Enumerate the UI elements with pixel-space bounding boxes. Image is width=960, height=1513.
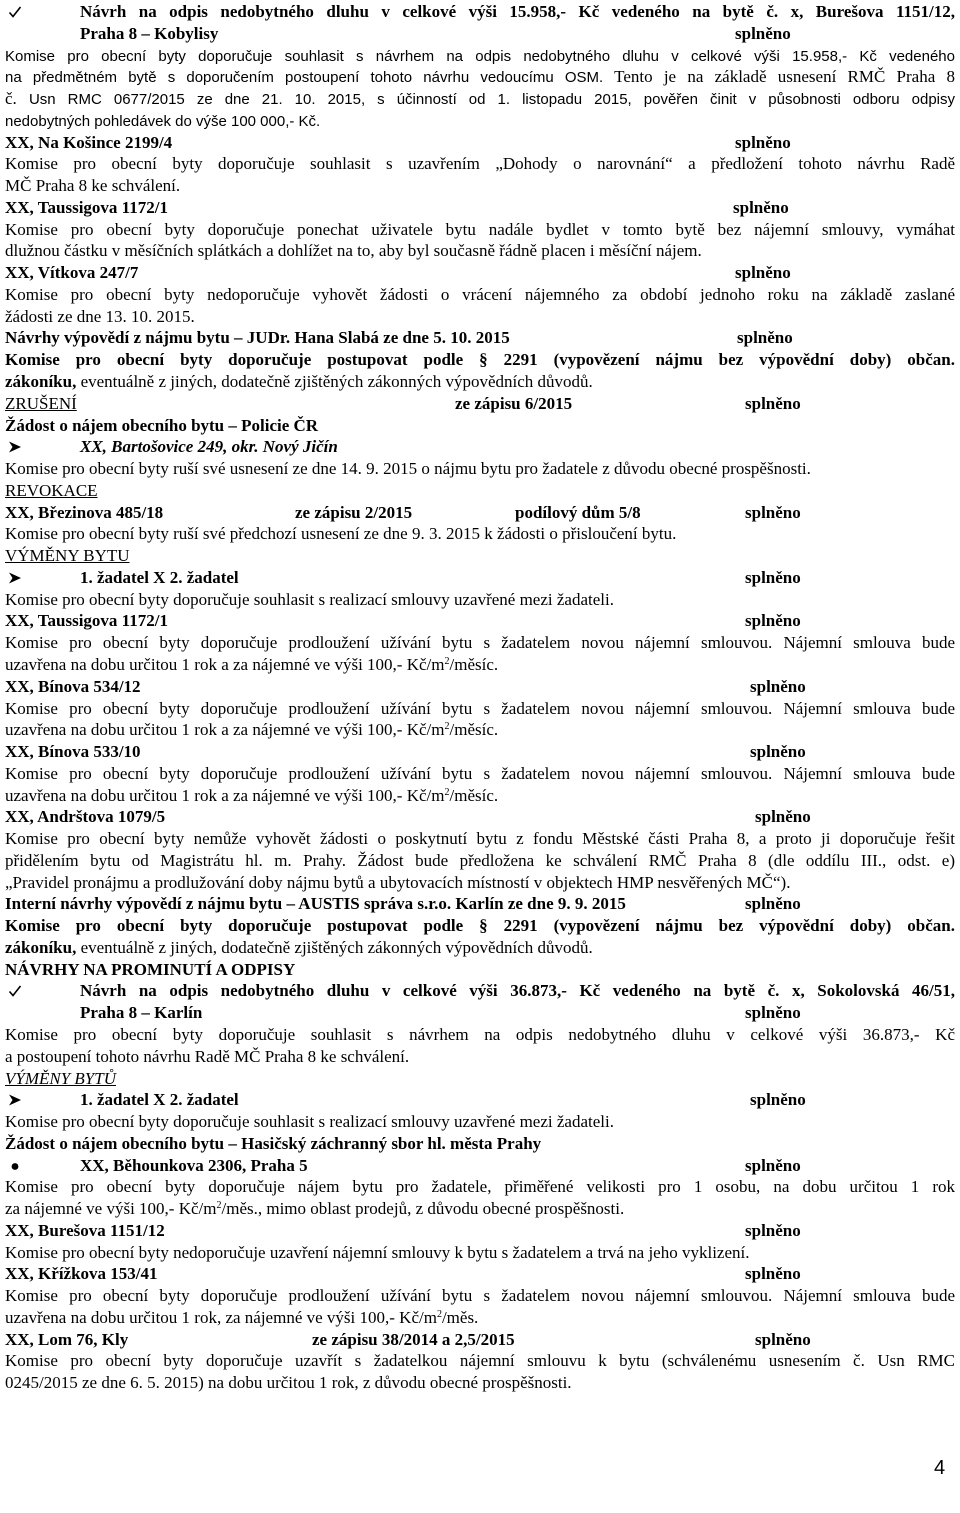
section-heading-text: ZRUŠENÍ	[5, 393, 77, 413]
item-text-part: uzavřena na dobu určitou 1 rok, za nájemné ve výši 100,- Kč/m	[5, 1307, 437, 1327]
superscript: 2	[444, 721, 450, 733]
item-text	[5, 88, 955, 110]
item-title-text: Návrh na odpis nedobytného dluhu v celkové výši 15.958,- Kč vedeného na bytě č. x, Burešova 1151/12,	[80, 2, 955, 21]
item-text-part: Komise pro obecní byty nedoporučuje uzavření nájemní smlouvy k bytu s žadatelem a trvá na jeho vyklizení.	[5, 1242, 750, 1262]
item-text-part: eventuálně z jiných, dodatečně zjištěných zákonných výpovědních důvodů.	[80, 372, 593, 392]
item-text	[5, 937, 955, 959]
item-title	[5, 1329, 955, 1351]
item-text-part: žádosti ze dne 13. 10. 2015.	[5, 306, 195, 326]
item-title	[5, 1002, 955, 1024]
item-title	[5, 436, 955, 458]
item-text	[5, 589, 955, 611]
section-heading-text: Žádost o nájem obecního bytu – Policie ČR	[5, 415, 319, 435]
item-title	[5, 327, 955, 349]
section-heading-text: NÁVRHY NA PROMINUTÍ A ODPISY	[5, 959, 296, 979]
item-text	[5, 1285, 955, 1307]
item-title	[5, 132, 955, 154]
item-text-part: uzavřena na dobu určitou 1 rok a za nájemné ve výši 100,- Kč/m	[5, 654, 445, 674]
status-label: splněno	[735, 23, 791, 43]
item-text-part: Komise pro obecní byty doporučuje prodloužení užívání bytu s žadatelem novou nájemní smlouvou. Nájemní smlouva bude	[5, 633, 955, 653]
item-text	[5, 284, 955, 306]
item-text	[5, 1350, 955, 1372]
item-text-part: Komise pro obecní byty nedoporučuje vyhovět žádosti o vrácení nájemného za období jednoho roku na základě zaslané	[5, 284, 955, 304]
item-text	[5, 1111, 955, 1133]
item-text	[5, 1046, 955, 1068]
item-title	[5, 1089, 955, 1111]
status-label: splněno	[735, 132, 791, 152]
item-title-text: XX, Bínova 533/10	[5, 742, 141, 762]
item-text	[5, 915, 955, 937]
item-text-part: Komise pro obecní byty doporučuje postupovat podle § 2291 (vypovězení nájmu bez výpovědní doby) občan.	[5, 350, 955, 370]
item-title	[5, 1220, 955, 1242]
item-text-part: č.	[5, 89, 17, 109]
item-text	[5, 763, 955, 785]
item-text	[5, 66, 955, 88]
item-title	[5, 806, 955, 828]
item-text-part: Komise pro obecní byty doporučuje nájem bytu pro žadatele, přiměřené velikosti pro 1 osobu, na dobu určitou 1 rok	[5, 1177, 955, 1197]
item-title-text: XX, Lom 76, Kly	[5, 1329, 129, 1349]
item-text	[5, 240, 955, 262]
status-label: splněno	[755, 807, 811, 827]
item-title	[5, 1, 955, 23]
item-title-text: Praha 8 – Kobylisy	[80, 23, 219, 43]
status-label: splněno	[750, 742, 806, 762]
section-heading-text: REVOKACE	[5, 480, 98, 500]
status-label: splněno	[745, 502, 801, 522]
item-text	[5, 872, 955, 894]
item-text	[5, 371, 955, 393]
item-text	[5, 153, 955, 175]
document-page	[5, 1, 955, 1394]
item-text-part: uzavřena na dobu určitou 1 rok a za nájemné ve výši 100,- Kč/m	[5, 720, 445, 740]
item-title	[5, 502, 955, 524]
item-text-part: Komise pro obecní byty ruší své usnesení ze dne 14. 9. 2015 o nájmu bytu pro žadatele z důvodu obecné prospěšnosti.	[5, 459, 811, 479]
item-text-part: Komise pro obecní byty doporučuje souhlasit s návrhem na odpis nedobytného dluhu v celkové výši 15.958,- Kč vedeného	[5, 47, 955, 65]
item-text	[5, 632, 955, 654]
item-text	[5, 1307, 955, 1329]
item-title	[5, 1155, 955, 1177]
superscript: 2	[436, 1308, 442, 1320]
superscript: 2	[444, 655, 450, 667]
item-title	[5, 197, 955, 219]
item-title	[5, 23, 955, 45]
status-label: splněno	[745, 567, 801, 587]
item-text-part: „Pravidel pronájmu a prodlužování doby nájmu bytů a ubytovacích místností v objektech HMP nesvěřených MČ“).	[5, 872, 791, 892]
status-label: splněno	[745, 1155, 801, 1175]
item-title-text: XX, Na Košince 2199/4	[5, 132, 173, 152]
checkmark-icon	[8, 5, 22, 19]
status-label: splněno	[745, 1220, 801, 1240]
item-title	[5, 980, 955, 1002]
item-text-part: Komise pro obecní byty nemůže vyhovět žádosti o poskytnutí bytu z fondu Městské části Praha 8, a proto ji doporučuje řešit	[5, 829, 955, 849]
item-text-part: a postoupení tohoto návrhu Radě MČ Praha 8 ke schválení.	[5, 1046, 410, 1066]
item-title-text: XX, Andrštova 1079/5	[5, 807, 166, 827]
minutes-reference: ze zápisu 6/2015	[455, 393, 573, 413]
item-text-part: Komise pro obecní byty doporučuje ponechat uživatele bytu nadále bydlet v tomto bytě bez nájemní smlouvy, vymáhat	[5, 219, 955, 239]
item-title	[5, 893, 955, 915]
item-text-part: dlužnou částku v měsíčních splátkách a dohlížet na to, aby byl současně řádně placen i měsíční nájem.	[5, 241, 702, 261]
item-text-part: /měs., mimo oblast prodejů, z důvodu obecné prospěšnosti.	[221, 1199, 625, 1219]
item-title-text: XX, Taussigova 1172/1	[5, 611, 168, 631]
item-title	[5, 567, 955, 589]
item-title-text: XX, Vítkova 247/7	[5, 263, 139, 283]
item-text	[5, 349, 955, 371]
item-title-text: XX, Bartošovice 249, okr. Nový Jičín	[80, 437, 338, 457]
item-text-part: přidělením bytu od Magistrátu hl. m. Prahy. Žádost bude předložena ke schválení RMČ Praha 8 (dle oddílu III., odst. e)	[5, 850, 955, 870]
item-title	[5, 610, 955, 632]
item-title-text: XX, Křížkova 153/41	[5, 1264, 158, 1284]
section-heading-text: Žádost o nájem obecního bytu – Hasičský záchranný sbor hl. města Prahy	[5, 1133, 542, 1153]
item-text	[5, 175, 955, 197]
item-text	[5, 110, 955, 132]
item-text-part: Komise pro obecní byty doporučuje souhlasit s realizací smlouvy uzavřené mezi žadateli.	[5, 589, 614, 609]
item-text-part: /měsíc.	[449, 785, 499, 805]
bullet-icon	[8, 1159, 22, 1173]
item-title-text: 1. žadatel X 2. žadatel	[80, 1090, 239, 1110]
item-text-part: za nájemné ve výši 100,- Kč/m	[5, 1199, 217, 1219]
item-text	[5, 1024, 955, 1046]
item-text-part: /měsíc.	[449, 720, 499, 740]
item-title-text: Návrh na odpis nedobytného dluhu v celkové výši 36.873,- Kč vedeného na bytě č. x, Sokolovská 46/51,	[80, 981, 955, 1001]
item-title-text: XX, Taussigova 1172/1	[5, 197, 168, 217]
item-text-part: Komise pro obecní byty ruší své předchozí usnesení ze dne 9. 3. 2015 k žádosti o přisloučení bytu.	[5, 524, 677, 544]
superscript: 2	[216, 1200, 222, 1212]
section-heading	[5, 959, 955, 981]
item-title	[5, 262, 955, 284]
item-text	[5, 45, 955, 67]
item-text-part: na předmětném bytě s doporučením postoupení tohoto návrhu vedoucímu OSM.	[5, 69, 604, 87]
item-text	[5, 1176, 955, 1198]
item-text	[5, 306, 955, 328]
item-text	[5, 458, 955, 480]
item-text-part: Komise pro obecní byty doporučuje souhlasit s návrhem na odpis nedobytného dluhu v celkové výši 36.873,- Kč	[5, 1024, 955, 1044]
section-heading	[5, 480, 955, 502]
status-label: splněno	[750, 676, 806, 696]
superscript: 2	[444, 786, 450, 798]
item-title-text: Návrhy výpovědí z nájmu bytu – JUDr. Hana Slabá ze dne 5. 10. 2015	[5, 328, 510, 348]
section-heading-text: VÝMĚNY BYTŮ	[5, 1068, 116, 1088]
item-text-part: Komise pro obecní byty doporučuje prodloužení užívání bytu s žadatelem novou nájemní smlouvou. Nájemní smlouva bude	[5, 698, 955, 718]
item-text-part: uzavřena na dobu určitou 1 rok a za nájemné ve výši 100,- Kč/m	[5, 785, 445, 805]
status-label: splněno	[745, 393, 801, 413]
item-text-part: eventuálně z jiných, dodatečně zjištěných zákonných výpovědních důvodů.	[80, 937, 593, 957]
minutes-reference: ze zápisu 38/2014 a 2,5/2015	[312, 1329, 515, 1349]
item-text	[5, 1372, 955, 1394]
item-text-part: nedobytných pohledávek do výše 100 000,- Kč.	[5, 112, 321, 130]
item-text-part: Komise pro obecní byty doporučuje postupovat podle § 2291 (vypovězení nájmu bez výpovědní doby) občan.	[5, 916, 955, 936]
item-text-part: Tento je na základě usnesení RMČ Praha 8	[614, 67, 956, 87]
item-title-text: XX, Březinova 485/18	[5, 502, 164, 522]
status-label: splněno	[733, 197, 789, 217]
item-title	[5, 741, 955, 763]
item-text-part: zákoníku,	[5, 937, 77, 957]
checkmark-icon	[8, 984, 22, 998]
item-text-part: Komise pro obecní byty doporučuje prodloužení užívání bytu s žadatelem novou nájemní smlouvou. Nájemní smlouva bude	[5, 763, 955, 783]
item-text-part: Komise pro obecní byty doporučuje souhlasit s realizací smlouvy uzavřené mezi žadateli.	[5, 1112, 614, 1132]
status-label: splněno	[745, 611, 801, 631]
item-text-part: MČ Praha 8 ke schválení.	[5, 176, 181, 196]
arrow-bullet-icon	[8, 571, 22, 585]
item-text-part: /měsíc.	[449, 654, 499, 674]
item-text	[5, 698, 955, 720]
item-text-part: Komise pro obecní byty doporučuje uzavřít s žadatelkou nájemní smlouvu k bytu (schválenému usnesením č. Usn RMC	[5, 1351, 955, 1371]
minutes-reference: ze zápisu 2/2015	[295, 502, 413, 522]
item-title-text: 1. žadatel X 2. žadatel	[80, 567, 239, 587]
section-heading	[5, 545, 955, 567]
section-heading	[5, 1133, 955, 1155]
item-text	[5, 654, 955, 676]
section-heading-text: VÝMĚNY BYTU	[5, 546, 130, 566]
status-label: splněno	[750, 1090, 806, 1110]
status-label: splněno	[737, 328, 793, 348]
arrow-bullet-icon	[8, 1093, 22, 1107]
item-text-part: 0245/2015 ze dne 6. 5. 2015) na dobu určitou 1 rok, z důvodu obecné prospěšnosti.	[5, 1373, 572, 1393]
item-title-text: Praha 8 – Karlín	[80, 1003, 203, 1023]
section-heading	[5, 393, 955, 415]
item-text	[5, 785, 955, 807]
item-text	[5, 828, 955, 850]
item-text-part: Komise pro obecní byty doporučuje prodloužení užívání bytu s žadatelem novou nájemní smlouvou. Nájemní smlouva bude	[5, 1286, 955, 1306]
item-text	[5, 1242, 955, 1264]
item-title-text: XX, Burešova 1151/12	[5, 1220, 165, 1240]
page-number: 4	[934, 1457, 946, 1479]
status-label: splněno	[745, 1264, 801, 1284]
item-title	[5, 1263, 955, 1285]
item-title-text: XX, Bínova 534/12	[5, 676, 141, 696]
item-title-text: XX, Běhounkova 2306, Praha 5	[80, 1155, 308, 1175]
section-heading	[5, 1068, 955, 1090]
item-text	[5, 219, 955, 241]
item-text	[5, 719, 955, 741]
arrow-bullet-icon	[8, 440, 22, 454]
item-text	[5, 1198, 955, 1220]
status-label: splněno	[735, 263, 791, 283]
item-title	[5, 676, 955, 698]
item-text-part: /měs.	[441, 1307, 479, 1327]
item-note: podílový dům 5/8	[515, 502, 641, 522]
status-label: splněno	[755, 1329, 811, 1349]
item-text	[5, 850, 955, 872]
status-label: splněno	[745, 894, 801, 914]
status-label: splněno	[745, 1003, 801, 1023]
section-heading	[5, 415, 955, 437]
item-text	[5, 523, 955, 545]
item-text-part: Komise pro obecní byty doporučuje souhlasit s uzavřením „Dohody o narovnání“ a předložení tohoto návrhu Radě	[5, 154, 955, 174]
item-text-part: zákoníku,	[5, 372, 77, 392]
item-text-part: Usn RMC 0677/2015 ze dne 21. 10. 2015, s účinností od 1. listopadu 2015, pověřen činit v působnosti odboru odpisy	[28, 91, 955, 109]
item-title-text: Interní návrhy výpovědí z nájmu bytu – AUSTIS správa s.r.o. Karlín ze dne 9. 9. 2015	[5, 894, 626, 914]
